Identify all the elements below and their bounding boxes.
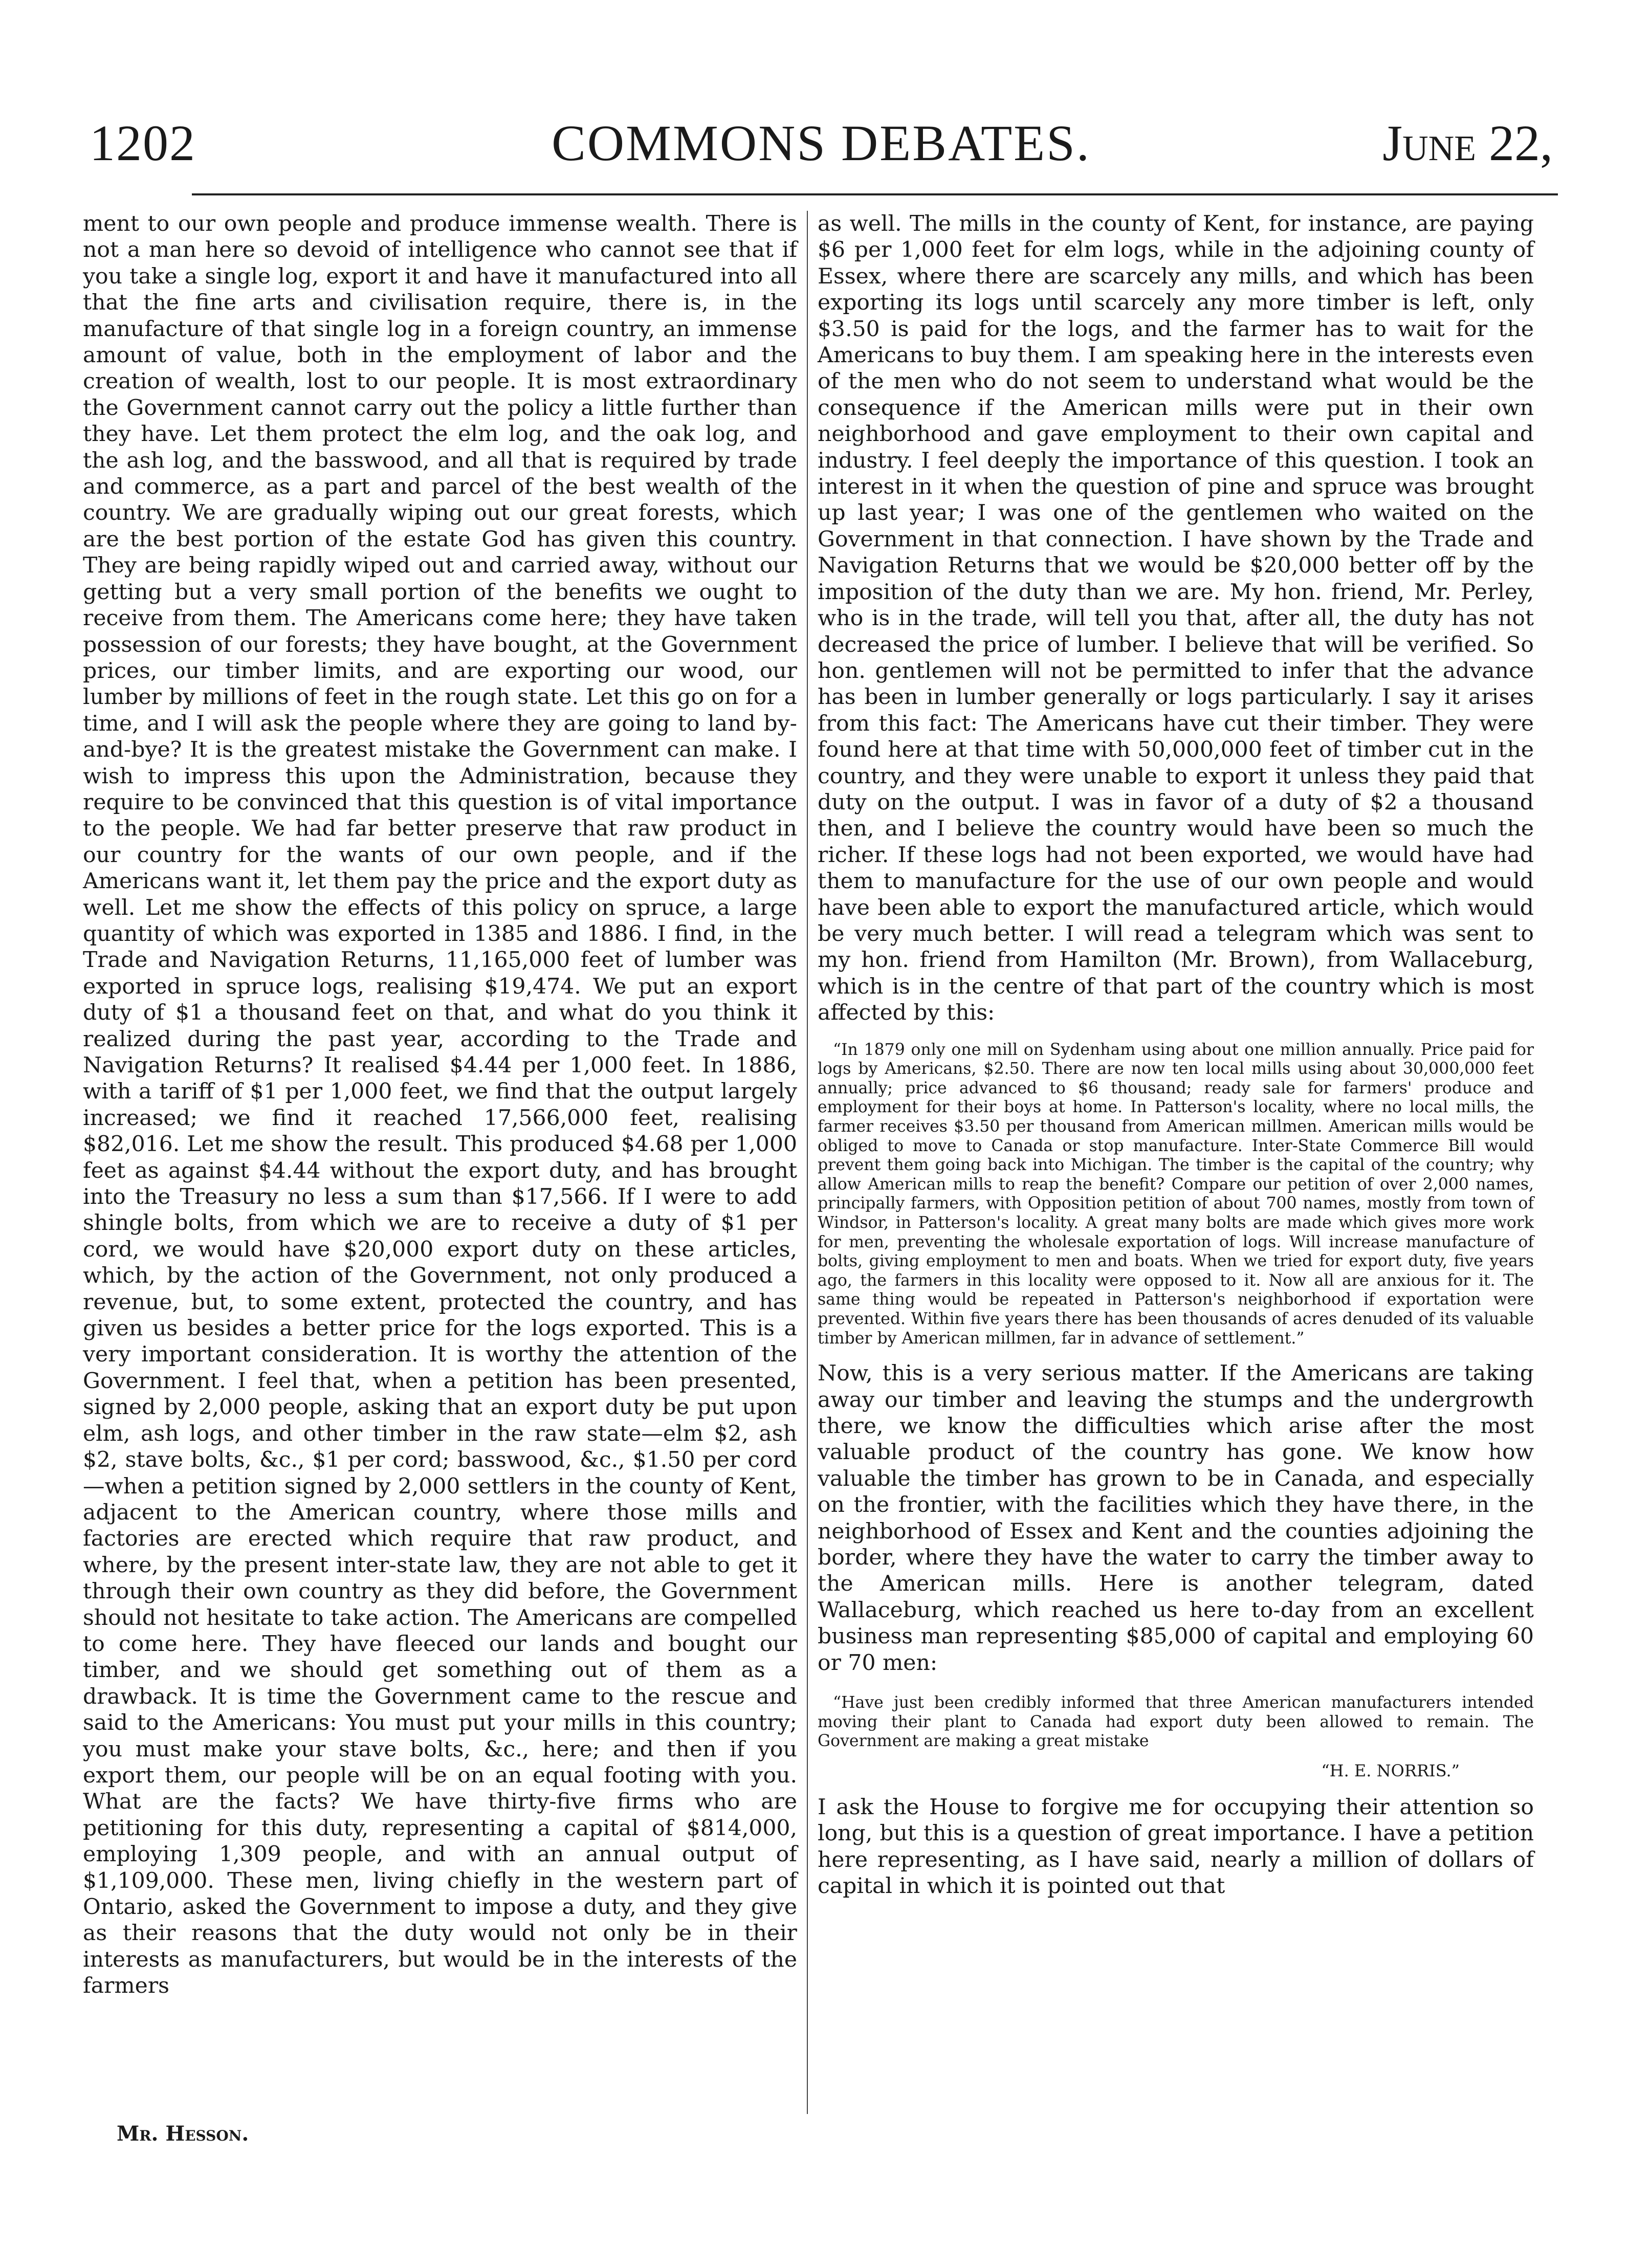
column-divider (807, 211, 808, 2114)
left-column (83, 211, 797, 1999)
right-column (818, 211, 1534, 1899)
right-paragraph-1: as well. The mills in the county of Kent, for instance, are paying $6 per 1,000 feet for elm logs, while in the adjoining county of Essex, where there are scarcely any mills, and which has been exporting its logs until scarcely any more timber is left, only $3.50 is paid for the logs, and the farmer has to wait for the Americans to buy them. I am speaking here in the interests even of the men who do not seem to understand what would be the consequence if the American mills were put in their own neighborhood and gave employment to their own capital and industry. I feel deeply the importance of this question. I took an interest in it when the question of pine and spruce was brought up last year; I was one of the gentlemen who waited on the Government in that connection. I have shown by the Trade and Navigation Returns that we would be $20,000 better off by the imposition of the duty than we are. My hon. friend, Mr. Perley, who is in the trade, will tell you that, after all, the duty has not decreased the price of lumber. I believe that will be verified. So hon. gentlemen will not be permitted to infer that the advance has been in lumber generally or logs particularly. I say it arises from this fact: The Americans have cut their timber. They were found here at that time with 50,000,000 feet of timber cut in the country, and they were unable to export it unless they paid that duty on the output. I was in favor of a duty of $2 a thousand then, and I believe the country would have been so much the richer. If these logs had not been exported, we would have had them to manufacture for the use of our own people and would have been able to export the manufactured article, which would be very much better. I will read a telegram which was sent to my hon. friend from Hamilton (Mr. Brown), from Wallaceburg, which is in the centre of that part of the country which is most affected by this: (818, 211, 1534, 1026)
speaker-name: Mr. Hesson. (117, 2122, 249, 2146)
telegram-signature: “H. E. NORRIS.” (1321, 1760, 1460, 1780)
left-paragraph: ment to our own people and produce immense wealth. There is not a man here so devoid of intelligence who cannot see that if you take a single log, export it and have it manufactured into all that the fine arts and civilisation require, there is, in the manufacture of that single log in a foreign country, an immense amount of value, both in the employment of labor and the creation of wealth, lost to our people. It is most extraordinary the Government cannot carry out the policy a little further than they have. Let them protect the elm log, and the oak log, and the ash log, and the basswood, and all that is required by trade and commerce, as a part and parcel of the best wealth of the country. We are gradually wiping out our great forests, which are the best portion of the estate God has given this country. They are being rapidly wiped out and carried away, without our getting but a very small portion of the benefits we ought to receive from them. The Americans come here; they have taken possession of our forests; they have bought, at the Government prices, our timber limits, and are exporting our wood, our lumber by millions of feet in the rough state. Let this go on for a time, and I will ask the people where they are going to land by-and-bye? It is the greatest mistake the Government can make. I wish to impress this upon the Administration, because they require to be convinced that this question is of vital importance to the people. We had far better preserve that raw product in our country for the wants of our own people, and if the Americans want it, let them pay the price and the export duty as well. Let me show the effects of this policy on spruce, a large quantity of which was exported in 1385 and 1886. I find, in the Trade and Navigation Returns, 11,165,000 feet of lumber was exported in spruce logs, realising $19,474. We put an export duty of $1 a thousand feet on that, and what do you think it realized during the past year, according to the Trade and Navigation Returns? It realised $4.44 per 1,000 feet. In 1886, with a tariff of $1 per 1,000 feet, we find that the output largely increased; we find it reached 17,566,000 feet, realising $82,016. Let me show the result. This produced $4.68 per 1,000 feet as against $4.44 without the export duty, and has brought into the Treasury no less a sum than $17,566. If I were to add shingle bolts, from which we are to receive a duty of $1 per cord, we would have $20,000 export duty on these articles, which, by the action of the Government, not only produced a revenue, but, to some extent, protected the country, and has given us besides a better price for the logs exported. This is a very important consideration. It is worthy the attention of the Government. I feel that, when a petition has been presented, signed by 2,000 people, asking that an export duty be put upon elm, ash logs, and other timber in the raw state—elm $2, ash $2, stave bolts, &c., $1 per cord; basswood, &c., $1.50 per cord—when a petition signed by 2,000 settlers in the county of Kent, adjacent to the American country, where those mills and factories are erected which require that raw product, and where, by the present inter-state law, they are not able to get it through their own country as they did before, the Government should not hesitate to take action. The Americans are compelled to come here. They have fleeced our lands and bought our timber, and we should get something out of them as a drawback. It is time the Government came to the rescue and said to the Americans: You must put your mills in this country; you must make your stave bolts, &c., here; and then if you export them, our people will be on an equal footing with you. What are the facts? We have thirty-five firms who are petitioning for this duty, representing a capital of $814,000, employing 1,309 people, and with an annual output of $1,109,000. These men, living chiefly in the western part of Ontario, asked the Government to impose a duty, and they give as their reasons that the duty would not only be in their interests as manufacturers, but would be in the interests of the farmers (83, 211, 797, 1999)
page-header (90, 107, 1553, 179)
telegram-quote-1: “In 1879 only one mill on Sydenham using about one million annually. Price paid for logs by Americans, $2.50. There are now ten local mills using about 30,000,000 feet annually; price advanced to $6 thousand; ready sale for farmers' produce and employment for their boys at home. In Patterson's locality, where no local mills, the farmer receives $3.50 per thousand from American millmen. American mills would be obliged to move to Canada or stop manufacture. Inter-State Commerce Bill would prevent them going back into Michigan. The timber is the capital of the country; why allow American mills to reap the benefit? Compare our petition of over 2,000 names, principally farmers, with Opposition petition of about 700 names, mostly from town of Windsor, in Patterson's locality. A great many bolts are made which gives more work for men, preventing the wholesale exportation of logs. Will increase manufacture of bolts, giving employment to men and boats. When we tried for export duty, five years ago, the farmers in this locality were opposed to it. Now all are anxious for it. The same thing would be repeated in Patterson's neighborhood if exportation were prevented. Within five years there has been thousands of acres denuded of its valuable timber by American millmen, far in advance of settlement.” (818, 1040, 1534, 1348)
telegram-quote-2: “Have just been credibly informed that three American manufacturers intended moving their plant to Canada had export duty been allowed to remain. The Government are making a great mistake (818, 1693, 1534, 1751)
publication-title: COMMONS DEBATES. (552, 115, 1091, 171)
page-number: 1202 (90, 115, 196, 171)
page-date: June 22, (1382, 115, 1553, 171)
right-paragraph-3: I ask the House to forgive me for occupying their attention so long, but this is a question of great importance. I have a petition here representing, as I have said, nearly a million of dollars of capital in which it is pointed out that (818, 1794, 1534, 1899)
header-rule (192, 193, 1558, 195)
right-paragraph-2: Now, this is a very serious matter. If the Americans are taking away our timber and leaving the stumps and the undergrowth there, we know the difficulties which arise after the most valuable product of the country has gone. We know how valuable the timber has grown to be in Canada, and especially on the frontier, with the facilities which they have there, in the neighborhood of Essex and Kent and the counties adjoining the border, where they have the water to carry the timber away to the American mills. Here is another telegram, dated Wallaceburg, which reached us here to-day from an excellent business man representing $85,000 of capital and employing 60 or 70 men: (818, 1361, 1534, 1676)
